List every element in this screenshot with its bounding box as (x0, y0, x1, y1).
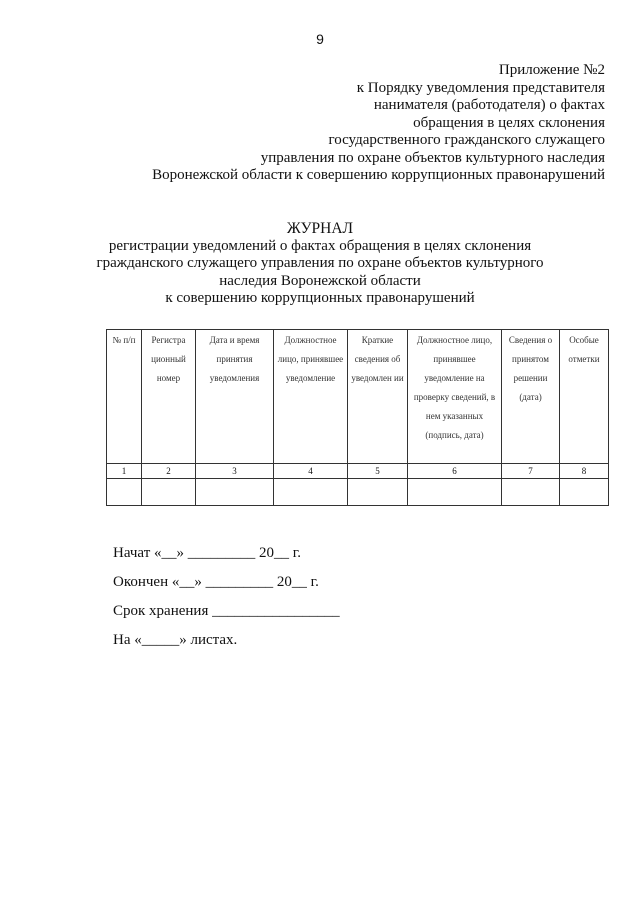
table-empty-row (107, 479, 609, 506)
header-cell-datetime: Дата и время принятия уведомления (196, 330, 274, 464)
header-cell-summary: Краткие сведения об уведомлен ии (348, 330, 408, 464)
header-cell-verifier: Должностное лицо, принявшее уведомление на проверку сведений, в нем указанных (подпись, дата) (408, 330, 502, 464)
column-number-cell: 1 (107, 464, 142, 479)
column-number-cell: 8 (560, 464, 609, 479)
retention-line: Срок хранения _________________ (113, 603, 340, 619)
appendix-line: нанимателя (работодателя) о фактах (373, 97, 605, 113)
journal-title: ЖУРНАЛ (286, 220, 354, 237)
empty-cell (348, 479, 408, 506)
appendix-line: управления по охране объектов культурного наследия (260, 149, 605, 166)
column-number-cell: 3 (196, 464, 274, 479)
empty-cell (196, 479, 274, 506)
finished-line: Окончен «__» _________ 20__ г. (113, 574, 319, 590)
empty-cell (560, 479, 609, 506)
journal-subtitle-line: наследия Воронежской области (219, 272, 421, 289)
appendix-line: к Порядку уведомления представителя (356, 79, 605, 96)
header-cell-registration: Регистра ционный номер (142, 330, 196, 464)
empty-cell (107, 479, 142, 506)
column-number-cell: 4 (274, 464, 348, 479)
table-number-row (107, 464, 609, 479)
empty-cell (142, 479, 196, 506)
table-header-row (107, 330, 609, 464)
header-cell-official: Должностное лицо, принявшее уведомление (274, 330, 348, 464)
appendix-line: государственного гражданского служащего (328, 132, 605, 148)
column-number-cell: 2 (142, 464, 196, 479)
column-number-cell: 6 (408, 464, 502, 479)
appendix-line: Воронежской области к совершению коррупционных правонарушений (152, 167, 605, 183)
column-number-cell: 7 (502, 464, 560, 479)
empty-cell (502, 479, 560, 506)
appendix-block (85, 62, 605, 185)
empty-cell (274, 479, 348, 506)
column-number-cell: 5 (348, 464, 408, 479)
started-line: Начат «__» _________ 20__ г. (113, 545, 301, 561)
sheets-line: На «_____» листах. (113, 632, 238, 648)
page-number: 9 (316, 31, 324, 47)
journal-subtitle-line: регистрации уведомлений о фактах обращения в целях склонения (108, 237, 532, 254)
appendix-line: Приложение №2 (498, 62, 605, 78)
journal-subtitle-line: к совершению коррупционных правонарушений (165, 290, 475, 306)
header-cell-number: № п/п (107, 330, 142, 464)
header-cell-notes: Особые отметки (560, 330, 609, 464)
journal-table (106, 329, 609, 506)
journal-heading (0, 220, 640, 308)
journal-subtitle-line: гражданского служащего управления по охране объектов культурного (96, 255, 544, 271)
appendix-line: обращения в целях склонения (413, 114, 605, 131)
empty-cell (408, 479, 502, 506)
header-cell-decision: Сведения о принятом решении (дата) (502, 330, 560, 464)
footer-block (113, 539, 340, 655)
